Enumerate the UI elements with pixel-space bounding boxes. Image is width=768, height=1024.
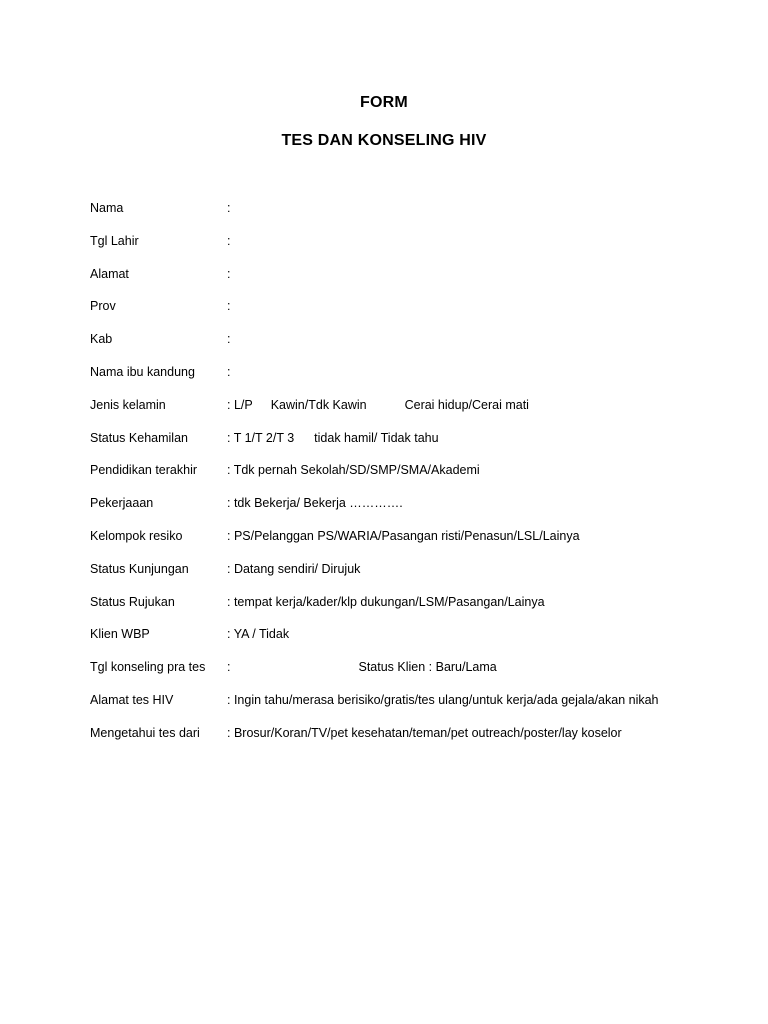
field-row-prov xyxy=(90,298,730,331)
form-subtitle: TES DAN KONSELING HIV xyxy=(281,132,487,149)
field-value: : xyxy=(227,233,231,248)
field-label: Tgl konseling pra tes xyxy=(90,660,206,675)
field-label: Nama xyxy=(90,201,124,215)
option-gender: : L/P xyxy=(227,397,253,412)
field-row-kelompok-resiko xyxy=(90,528,730,561)
field-row-klien-wbp xyxy=(90,626,730,659)
field-row-pekerjaan xyxy=(90,495,730,528)
field-value: : Datang sendiri/ Dirujuk xyxy=(227,561,361,576)
option-trimester: : T 1/T 2/T 3 xyxy=(227,430,295,445)
form-title: FORM xyxy=(360,94,408,111)
status-klien: Status Klien : Baru/Lama xyxy=(358,660,497,675)
field-label: Status Kunjungan xyxy=(90,561,189,576)
field-label: Alamat xyxy=(90,266,129,281)
field-label: Status Rujukan xyxy=(90,594,175,609)
field-value xyxy=(227,397,529,413)
field-label: Pekerjaaan xyxy=(90,496,154,511)
field-label: Pendidikan terakhir xyxy=(90,463,198,478)
field-value: : YA / Tidak xyxy=(227,627,290,642)
option-marital: Kawin/Tdk Kawin xyxy=(270,397,367,412)
field-row-jenis-kelamin xyxy=(90,397,730,430)
field-row-nama-ibu xyxy=(90,364,730,397)
field-value: : xyxy=(227,266,231,281)
field-value: : PS/Pelanggan PS/WARIA/Pasangan risti/Penasun/LSL/Lainya xyxy=(227,528,580,543)
field-label: Alamat tes HIV xyxy=(90,692,174,707)
field-row-status-rujukan xyxy=(90,594,730,627)
field-row-tgl-konseling xyxy=(90,659,730,692)
field-label: Nama ibu kandung xyxy=(90,364,195,379)
field-row-alamat xyxy=(90,266,730,299)
field-value: : tdk Bekerja/ Bekerja …………. xyxy=(227,496,403,511)
field-label: Mengetahui tes dari xyxy=(90,725,200,740)
field-value: : xyxy=(227,364,231,379)
field-row-pendidikan xyxy=(90,462,730,495)
field-label: Status Kehamilan xyxy=(90,430,188,445)
field-row-mengetahui-tes xyxy=(90,725,730,758)
field-value: : xyxy=(227,299,231,314)
option-divorce: Cerai hidup/Cerai mati xyxy=(404,397,529,412)
field-label: Jenis kelamin xyxy=(90,397,166,412)
field-label: Kelompok resiko xyxy=(90,528,183,543)
colon: : xyxy=(227,660,231,675)
field-value: : tempat kerja/kader/klp dukungan/LSM/Pasangan/Lainya xyxy=(227,594,545,609)
field-label: Prov xyxy=(90,299,116,314)
field-row-status-kunjungan xyxy=(90,561,730,594)
field-row-tgl-lahir xyxy=(90,233,730,266)
field-label: Kab xyxy=(90,332,113,347)
field-row-kab xyxy=(90,331,730,364)
field-row-nama xyxy=(90,200,730,233)
field-value: : Tdk pernah Sekolah/SD/SMP/SMA/Akademi xyxy=(227,463,480,478)
field-value xyxy=(227,659,497,675)
field-label: Tgl Lahir xyxy=(90,233,139,248)
field-label: Klien WBP xyxy=(90,627,150,642)
form-fields xyxy=(90,200,730,758)
field-value: : xyxy=(227,201,231,215)
option-not-pregnant: tidak hamil/ Tidak tahu xyxy=(314,430,439,445)
field-value: : Ingin tahu/merasa berisiko/gratis/tes ulang/untuk kerja/ada gejala/akan nikah xyxy=(227,692,659,707)
field-value xyxy=(227,430,439,446)
field-row-alamat-tes xyxy=(90,692,730,725)
field-row-status-kehamilan xyxy=(90,430,730,463)
field-value: : xyxy=(227,332,231,347)
field-value: : Brosur/Koran/TV/pet kesehatan/teman/pet outreach/poster/lay koselor xyxy=(227,725,622,740)
